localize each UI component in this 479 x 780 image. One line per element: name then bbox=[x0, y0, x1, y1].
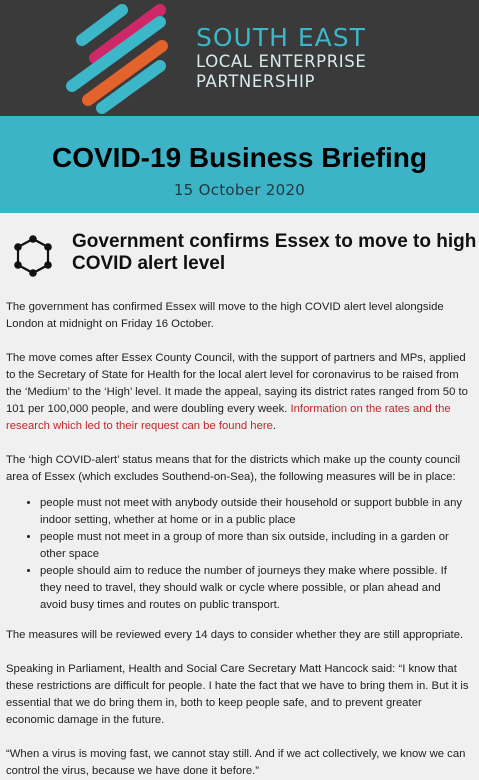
paragraph-2-text: The move comes after Essex County Council, with the support of partners and MPs, applied to the Secretary of State for Health for the local alert level for coronavirus to be raised from the ‘Medium’ to the ‘High’ level. It made the appeal, saying its district rates ranged from 50 to 101 per 100,000 people, and were doubling every week. bbox=[6, 352, 468, 415]
list-item: • people must not meet with anybody outside their household or support bubble in any indoor setting, whether at home or in a public place bbox=[40, 495, 469, 529]
paragraph-4: The measures will be reviewed every 14 days to consider whether they are still appropriate. bbox=[6, 629, 464, 641]
org-line-2: LOCAL ENTERPRISE bbox=[196, 52, 367, 71]
paragraph-6: “When a virus is moving fast, we cannot stay still. And if we act collectively, we know we can control the virus, because we have done it before.” bbox=[6, 748, 466, 777]
org-line-1: SOUTH EAST bbox=[196, 23, 366, 52]
paragraph-2 bbox=[6, 350, 469, 435]
measures-list bbox=[6, 495, 469, 614]
article bbox=[0, 213, 479, 780]
paragraph-1: The government has confirmed Essex will move to the high COVID alert level alongside London at midnight on Friday 16 October. bbox=[6, 301, 444, 330]
selep-logo-icon bbox=[0, 0, 190, 116]
org-name bbox=[196, 24, 366, 92]
article-header bbox=[6, 213, 477, 299]
paragraph-2-end: . bbox=[272, 420, 277, 432]
title-banner bbox=[0, 116, 479, 213]
list-item: • people should aim to reduce the number of journeys they make where possible. If they need to travel, they should walk or cycle where possible, or plan ahead and avoid busy times and routes on public transport. bbox=[40, 563, 469, 614]
briefing-title: COVID-19 Business Briefing bbox=[52, 142, 427, 173]
org-line-3: PARTNERSHIP bbox=[196, 72, 316, 91]
header bbox=[0, 0, 479, 116]
molecule-icon bbox=[12, 235, 54, 277]
briefing-date: 15 October 2020 bbox=[173, 181, 306, 199]
rates-research-link[interactable]: Information on the rates and the research which led to their request can be found here bbox=[6, 403, 451, 432]
list-item: • people must not meet in a group of more than six outside, including in a garden or other space bbox=[40, 529, 469, 563]
paragraph-3: The ‘high COVID-alert’ status means that for the districts which make up the county council area of Essex (which excludes Southend-on-Sea), the following measures will be in place: bbox=[6, 454, 461, 483]
article-title: Government confirms Essex to move to high COVID alert level bbox=[72, 231, 477, 274]
paragraph-5: Speaking in Parliament, Health and Social Care Secretary Matt Hancock said: “I know that these restrictions are difficult for people. I hate the fact that we have to bring them in. But it is essential that we do bring them in, both to keep people safe, and to prevent greater economic damage in the future. bbox=[6, 663, 469, 726]
